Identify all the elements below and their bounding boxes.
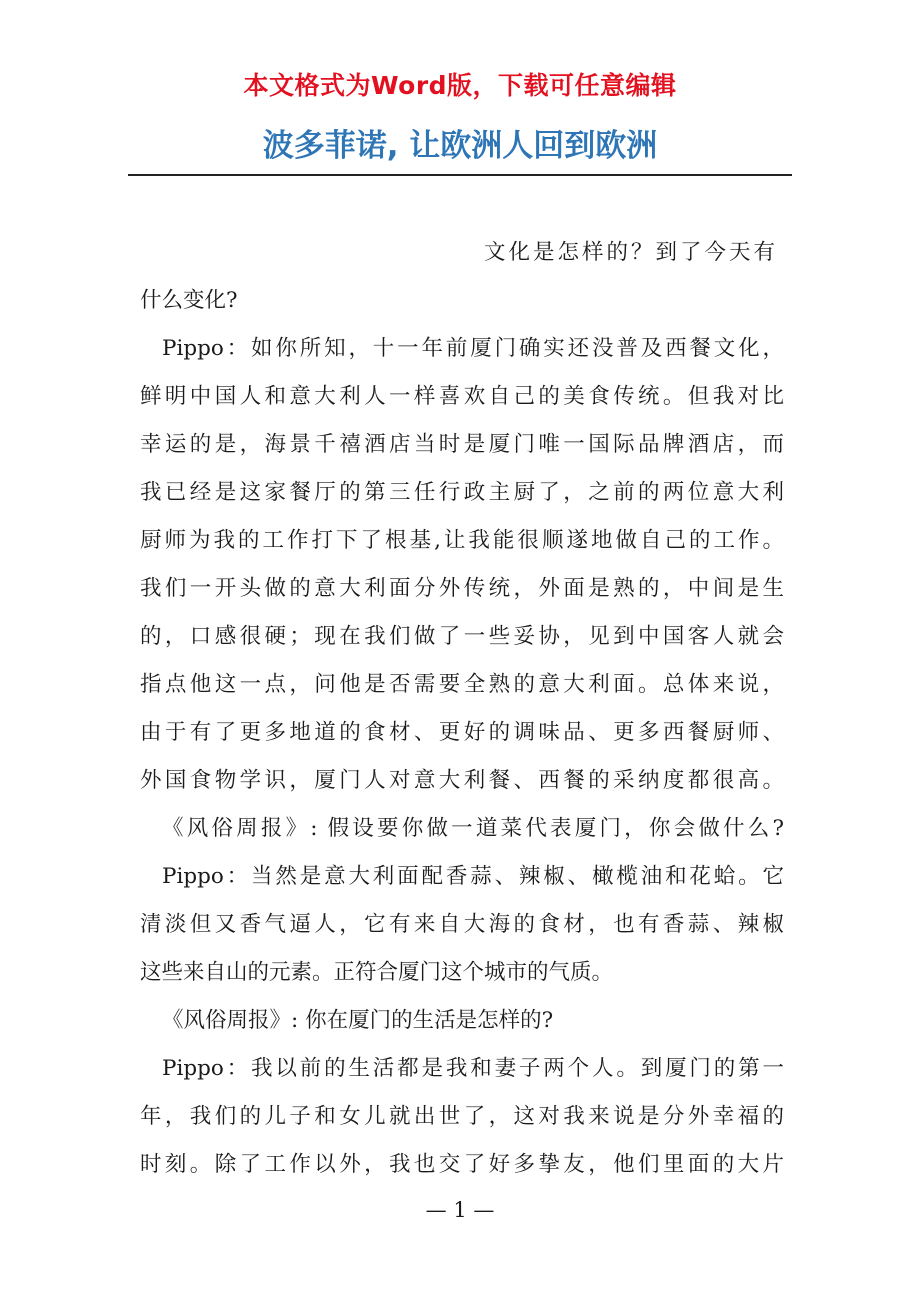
text-line: 幸运的是，海景千禧酒店当时是厦门唯一国际品牌酒店，而: [140, 432, 784, 457]
text-line: Pippo：当然是意大利面配香蒜、辣椒、橄榄油和花蛤。它: [162, 864, 784, 889]
text-line: 我已经是这家餐厅的第三任行政主厨了，之前的两位意大利: [140, 480, 784, 505]
page-title: 波多菲诺, 让欧洲人回到欧洲: [262, 128, 658, 164]
text-line: 清淡但又香气逼人，它有来自大海的食材，也有香蒜、辣椒: [140, 912, 784, 937]
format-notice: 本文格式为Word版，下载可任意编辑: [243, 71, 677, 100]
text-line: 《风俗周报》: 你在厦门的生活是怎样的?: [162, 1008, 554, 1033]
text-line: Pippo：如你所知，十一年前厦门确实还没普及西餐文化，: [162, 336, 784, 361]
text-line: 文化是怎样的？到了今天有: [483, 240, 778, 265]
text-line: 年，我们的儿子和女儿就出世了，这对我来说是分外幸福的: [140, 1104, 784, 1129]
text-line: 由于有了更多地道的食材、更好的调味品、更多西餐厨师、: [140, 720, 784, 745]
title-divider: [128, 174, 792, 176]
page-number: — 1 —: [425, 1198, 495, 1222]
text-line: 的，口感很硬；现在我们做了一些妥协，见到中国客人就会: [140, 624, 784, 649]
text-line: 我们一开头做的意大利面分外传统，外面是熟的，中间是生: [140, 576, 784, 601]
text-line: 《风俗周报》: 假设要你做一道菜代表厦门，你会做什么?: [162, 816, 784, 841]
text-line: 这些来自山的元素。正符合厦门这个城市的气质。: [140, 960, 614, 985]
text-line: 外国食物学识，厦门人对意大利餐、西餐的采纳度都很高。: [140, 768, 784, 793]
text-line: 指点他这一点，问他是否需要全熟的意大利面。总体来说，: [140, 672, 784, 697]
text-line: Pippo：我以前的生活都是我和妻子两个人。到厦门的第一: [162, 1056, 784, 1081]
text-line: 厨师为我的工作打下了根基,让我能很顺遂地做自己的工作。: [140, 528, 784, 553]
text-line: 鲜明中国人和意大利人一样喜欢自己的美食传统。但我对比: [140, 384, 784, 409]
text-line: 时刻。除了工作以外，我也交了好多挚友，他们里面的大片: [140, 1152, 784, 1177]
text-line: 什么变化?: [140, 288, 238, 313]
article-body: [140, 229, 784, 1189]
